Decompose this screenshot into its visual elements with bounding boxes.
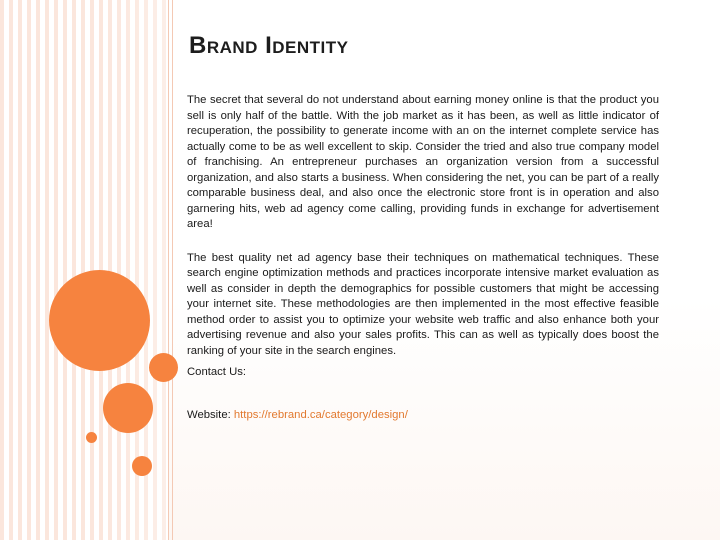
- vertical-rule-2: [172, 0, 173, 540]
- contact-label: Contact Us:: [187, 366, 247, 378]
- slide-content: [187, 93, 659, 423]
- website-label: Website:: [187, 408, 231, 421]
- paragraph-1: The secret that several do not understand about earning money online is that the product you sell is only half of the battle. With the job market as it has been, as well as little indicator of recuperation, the possibility to generate income with an on the internet complete service has actually come to be as well excellent to skip. Consider the tried and also true company model of franchising. An entrepreneur purchases an organization version from a successful organization, and also starts a business. When considering the net, you can be part of a really comparable business deal, and also once the electronic store front is in operation and also garnering hits, web ad agency come calling, providing funds in exchange for advertisement area!: [187, 94, 659, 230]
- paragraph-2: The best quality net ad agency base their techniques on mathematical techniques. These search engine optimization methods and practices incorporate intensive market evaluation as well as consider in depth the demographics for possible customers that might be accessing your internet site. These methodologies are then implemented in the most effective feasible method order to assist you to optimize your website web traffic and also enhance both your advertising revenue and also your sales profits. This can as well as typically does boost the ranking of your site in the search engines.: [187, 251, 659, 357]
- website-line: [187, 408, 659, 424]
- website-link[interactable]: https://rebrand.ca/category/design/: [233, 408, 408, 421]
- page-title: Brand Identity: [189, 32, 349, 59]
- medium-orange-circle: [103, 383, 153, 433]
- small-orange-circle-2: [132, 456, 152, 476]
- tiny-orange-circle: [86, 432, 97, 443]
- large-orange-circle: [49, 270, 150, 371]
- vertical-rule-1: [168, 0, 169, 540]
- small-orange-circle: [149, 353, 178, 382]
